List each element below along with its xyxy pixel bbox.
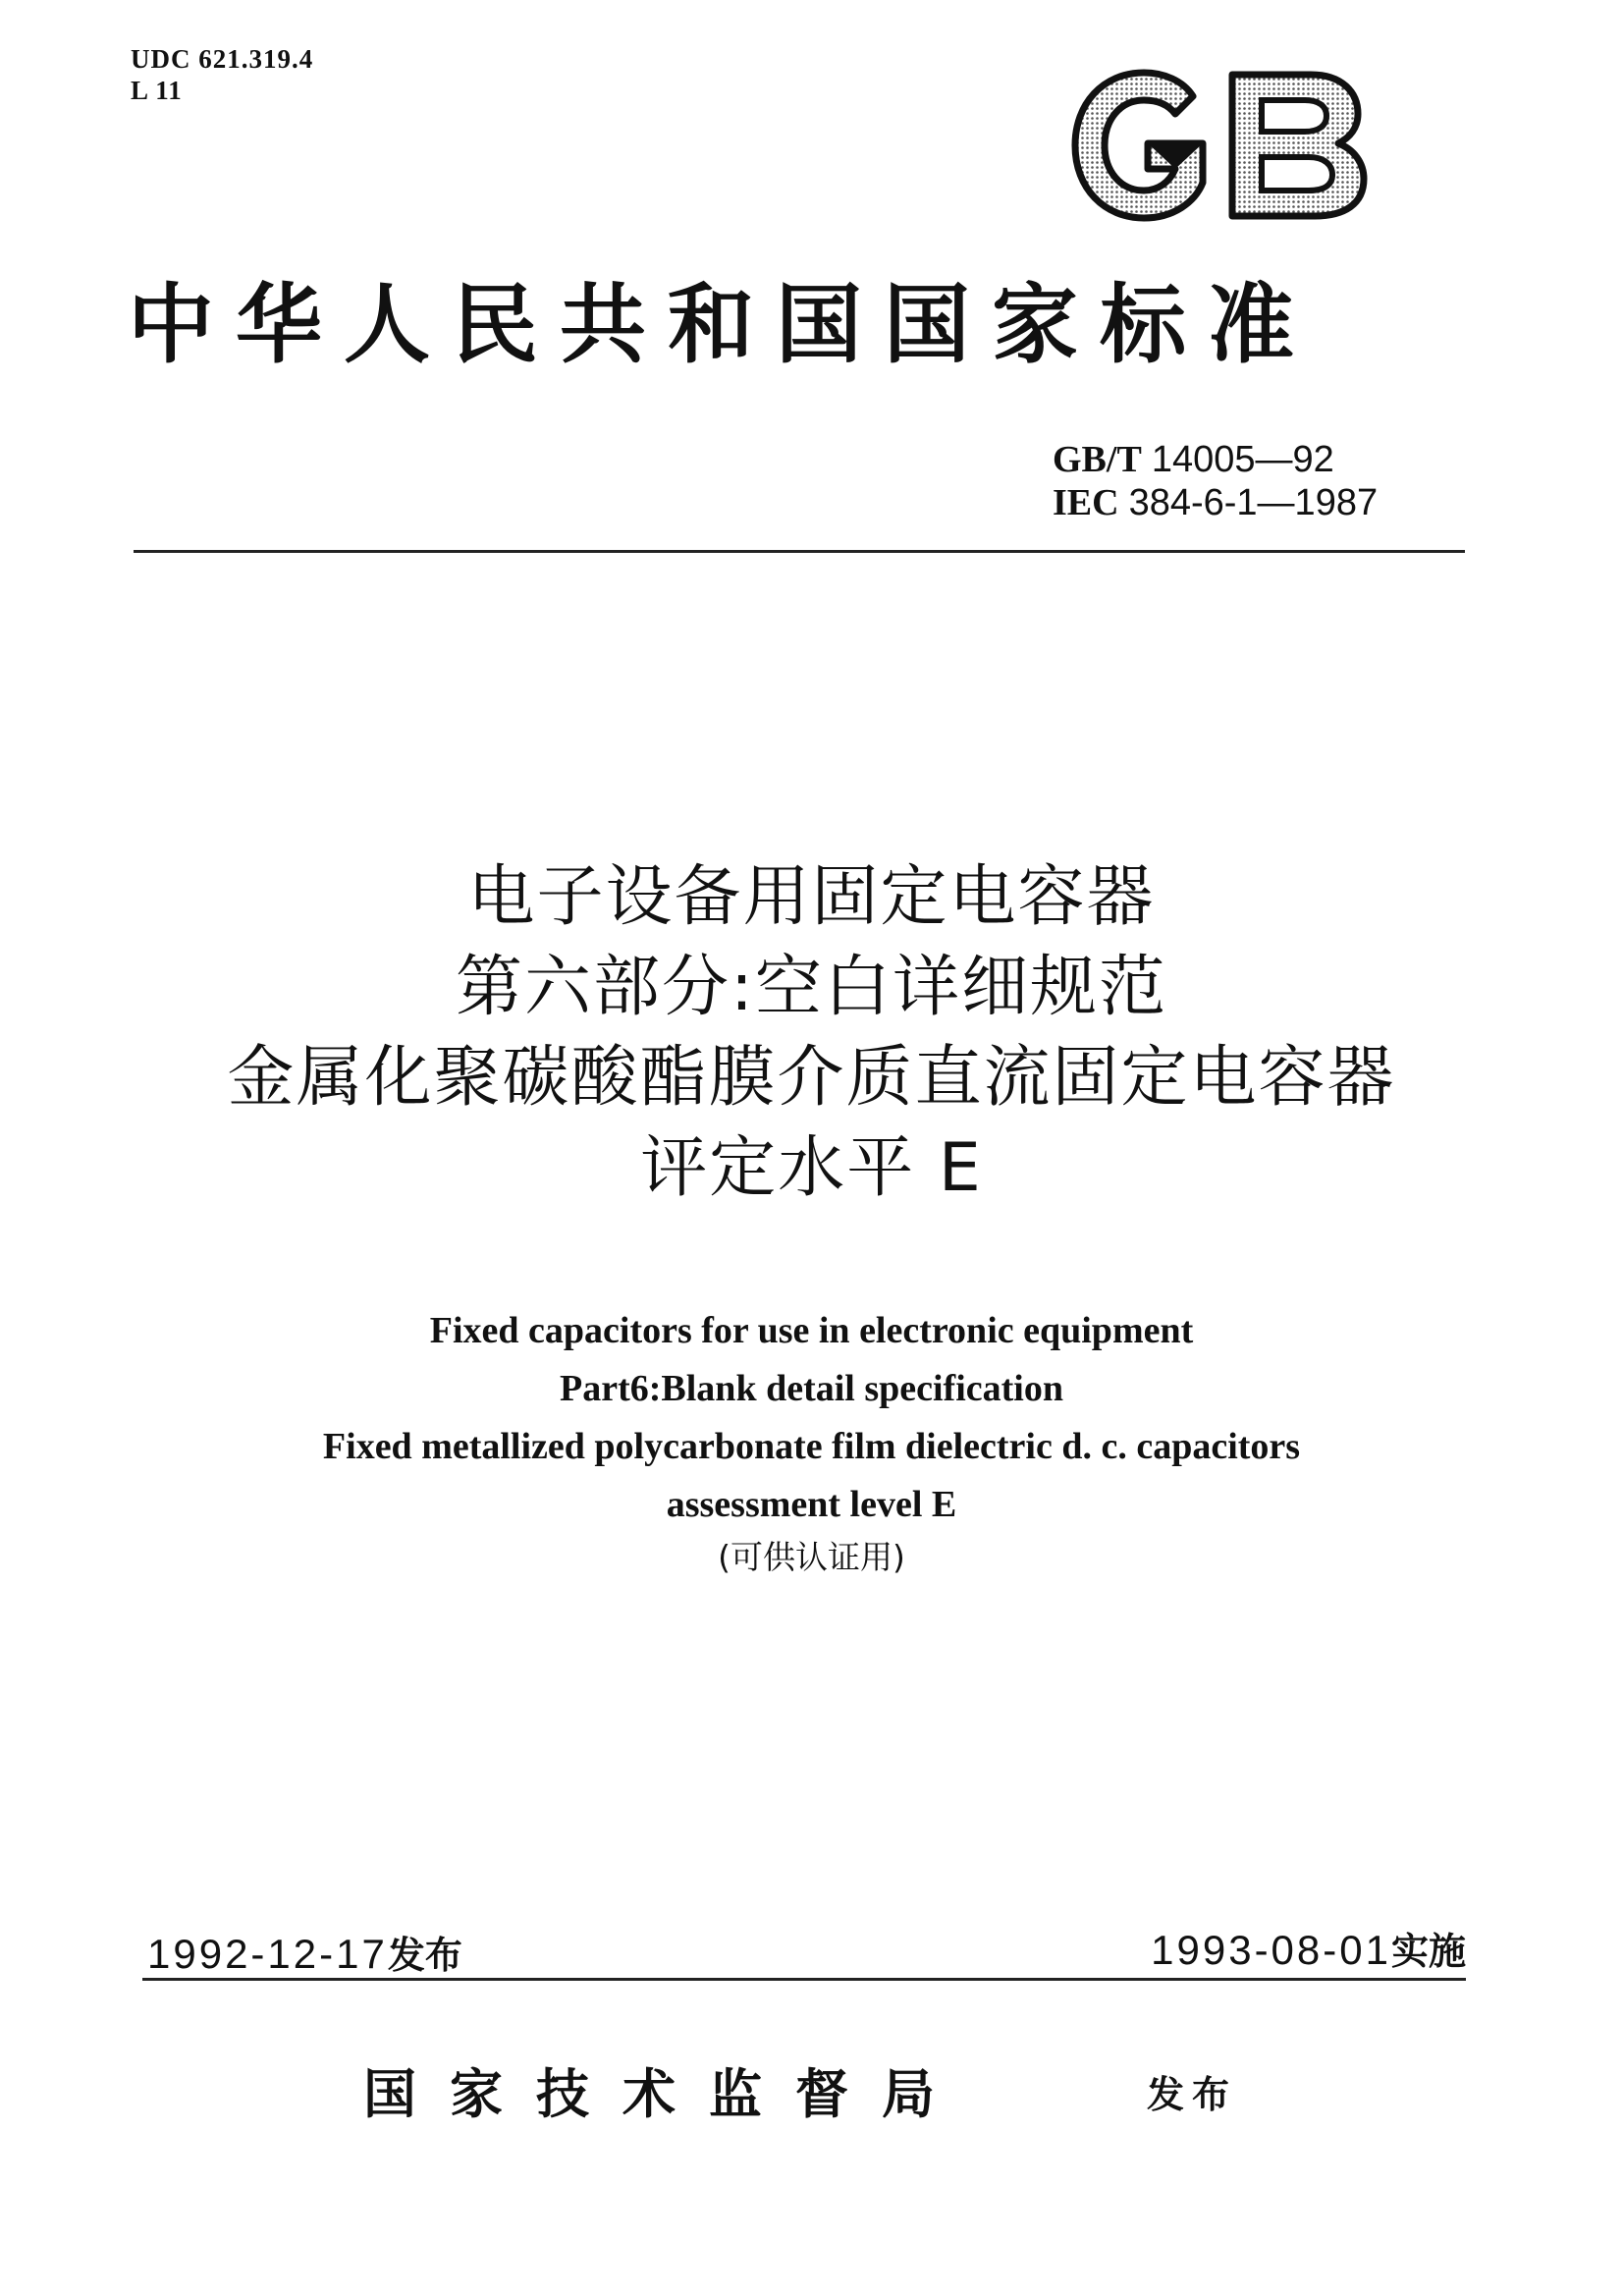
cn-title-line-3: 金属化聚碳酸酯膜介质直流固定电容器 [227,1039,1396,1117]
bottom-divider [142,1978,1466,1981]
en-title-line-3: Fixed metallized polycarbonate film dielectric d. c. capacitors [322,1426,1301,1467]
standard-codes [1053,438,1378,524]
gb-logo [1065,67,1370,224]
en-title-line-1: Fixed capacitors for use in electronic equipment [429,1310,1194,1351]
classification-block [131,43,313,106]
udc-code: UDC 621.319.4 [131,44,314,74]
top-divider [134,550,1465,553]
l-code: L 11 [131,76,183,105]
chinese-title-block [0,852,1623,1214]
en-title-line-4: assessment level E [666,1484,957,1525]
en-title-line-2: Part6:Blank detail specification [560,1368,1063,1409]
cn-title-line-2: 第六部分:空白详细规范 [456,949,1167,1026]
publisher-action: 发布 [1147,2073,1238,2116]
national-standard-title: 中华人民共和国国家标准 [128,273,1317,375]
implementation-date [1151,1921,1466,1975]
publisher-name: 国家技术监督局 [363,2062,968,2125]
certification-note: (可供认证用) [718,1538,905,1576]
issue-date [147,1925,462,1979]
gb-prefix: GB/T [1053,439,1142,480]
issue-date-value: 1992-12-17 [147,1931,388,1977]
iec-code-line [1053,481,1378,524]
cn-title-line-4: 评定水平 E [640,1129,983,1207]
gb-code-line [1053,438,1378,481]
cn-title-line-1: 电子设备用固定电容器 [467,858,1156,936]
english-title-block [0,1302,1623,1581]
issue-date-suffix: 发布 [387,1934,462,1977]
iec-prefix: IEC [1053,482,1119,523]
impl-date-suffix: 实施 [1390,1930,1466,1973]
gb-number: 14005—92 [1151,439,1334,480]
impl-date-value: 1993-08-01 [1151,1927,1391,1973]
iec-number: 384-6-1—1987 [1128,482,1379,523]
